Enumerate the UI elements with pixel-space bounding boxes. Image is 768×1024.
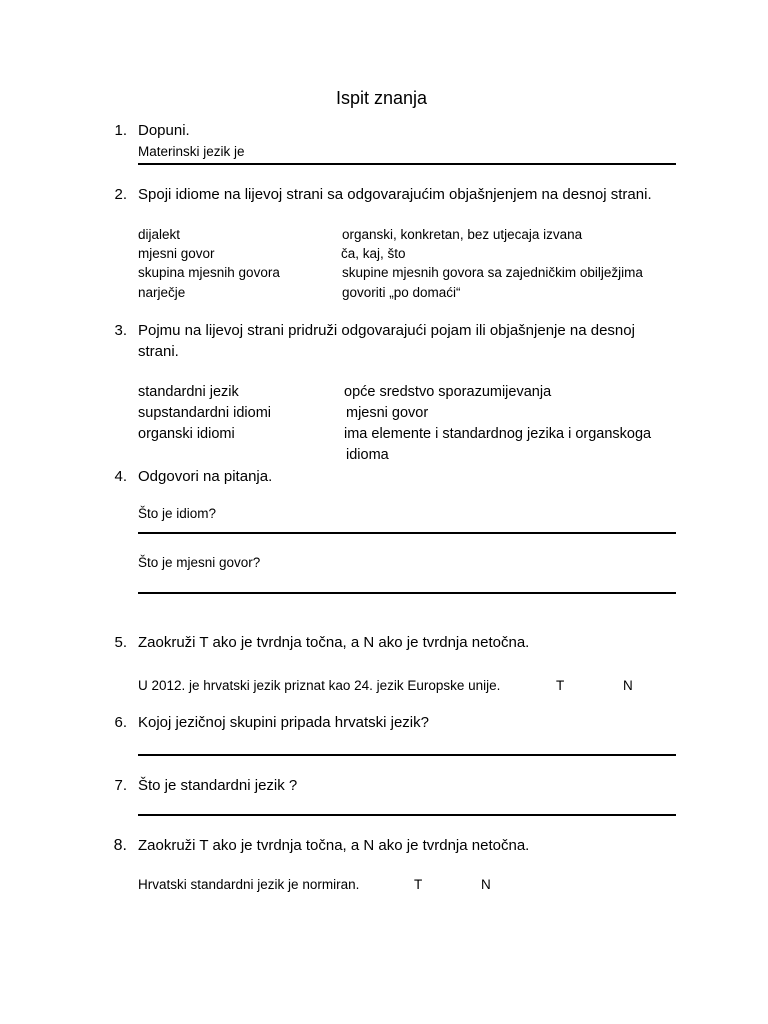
match-left-item: standardni jezik bbox=[138, 384, 239, 400]
question-number: 5. bbox=[114, 634, 127, 651]
question-text: Pojmu na lijevoj strani pridruži odgovarajući pojam ili objašnjenje na desnoj bbox=[138, 322, 635, 339]
question-number: 1. bbox=[114, 122, 127, 139]
page-title: Ispit znanja bbox=[336, 88, 428, 108]
true-option[interactable]: T bbox=[414, 877, 423, 892]
question-number: 2. bbox=[114, 186, 127, 203]
question-number: 8. bbox=[113, 837, 127, 854]
match-left-item: dijalekt bbox=[138, 227, 181, 242]
match-right-item-continued: idioma bbox=[346, 447, 389, 463]
question-prompt: Materinski jezik je bbox=[138, 144, 245, 159]
question-text: Zaokruži T ako je tvrdnja točna, a N ako je tvrdnja netočna. bbox=[138, 634, 530, 651]
true-option[interactable]: T bbox=[556, 678, 565, 693]
match-right-item: govoriti „po domaći“ bbox=[342, 285, 461, 300]
match-right-item: skupine mjesnih govora sa zajedničkim obilježjima bbox=[342, 265, 643, 280]
question-text: Kojoj jezičnoj skupini pripada hrvatski jezik? bbox=[138, 714, 429, 731]
question-text: Odgovori na pitanja. bbox=[138, 468, 273, 485]
match-right-item: opće sredstvo sporazumijevanja bbox=[344, 384, 552, 400]
match-right-item: ima elemente i standardnog jezika i organskoga bbox=[344, 426, 652, 442]
match-right-item: organski, konkretan, bez utjecaja izvana bbox=[342, 227, 583, 242]
false-option[interactable]: N bbox=[481, 877, 491, 892]
match-left-item: narječje bbox=[138, 285, 186, 300]
question-text: Spoji idiome na lijevoj strani sa odgovarajućim objašnjenjem na desnoj strani. bbox=[138, 186, 652, 203]
answer-line[interactable] bbox=[138, 163, 676, 165]
answer-line[interactable] bbox=[138, 532, 676, 534]
answer-line[interactable] bbox=[138, 592, 676, 594]
question-number: 6. bbox=[114, 714, 127, 731]
match-left-item: skupina mjesnih govora bbox=[138, 265, 280, 280]
match-right-item: ča, kaj, što bbox=[341, 246, 406, 261]
true-false-statement: Hrvatski standardni jezik je normiran. bbox=[138, 877, 360, 892]
question-number: 7. bbox=[114, 777, 127, 794]
question-text-continued: strani. bbox=[138, 343, 179, 360]
sub-question: Što je idiom? bbox=[138, 506, 217, 521]
answer-line[interactable] bbox=[138, 754, 676, 756]
question-text: Dopuni. bbox=[138, 122, 190, 139]
match-left-item: mjesni govor bbox=[138, 246, 215, 261]
question-text: Što je standardni jezik ? bbox=[138, 777, 298, 794]
sub-question: Što je mjesni govor? bbox=[138, 555, 261, 570]
question-number: 4. bbox=[114, 468, 127, 485]
match-left-item: organski idiomi bbox=[138, 426, 235, 442]
false-option[interactable]: N bbox=[623, 678, 633, 693]
answer-line[interactable] bbox=[138, 814, 676, 816]
match-right-item: mjesni govor bbox=[346, 405, 429, 421]
true-false-statement: U 2012. je hrvatski jezik priznat kao 24. jezik Europske unije. bbox=[138, 678, 501, 693]
question-number: 3. bbox=[114, 322, 127, 339]
match-left-item: supstandardni idiomi bbox=[138, 405, 271, 421]
question-text: Zaokruži T ako je tvrdnja točna, a N ako je tvrdnja netočna. bbox=[138, 837, 530, 854]
